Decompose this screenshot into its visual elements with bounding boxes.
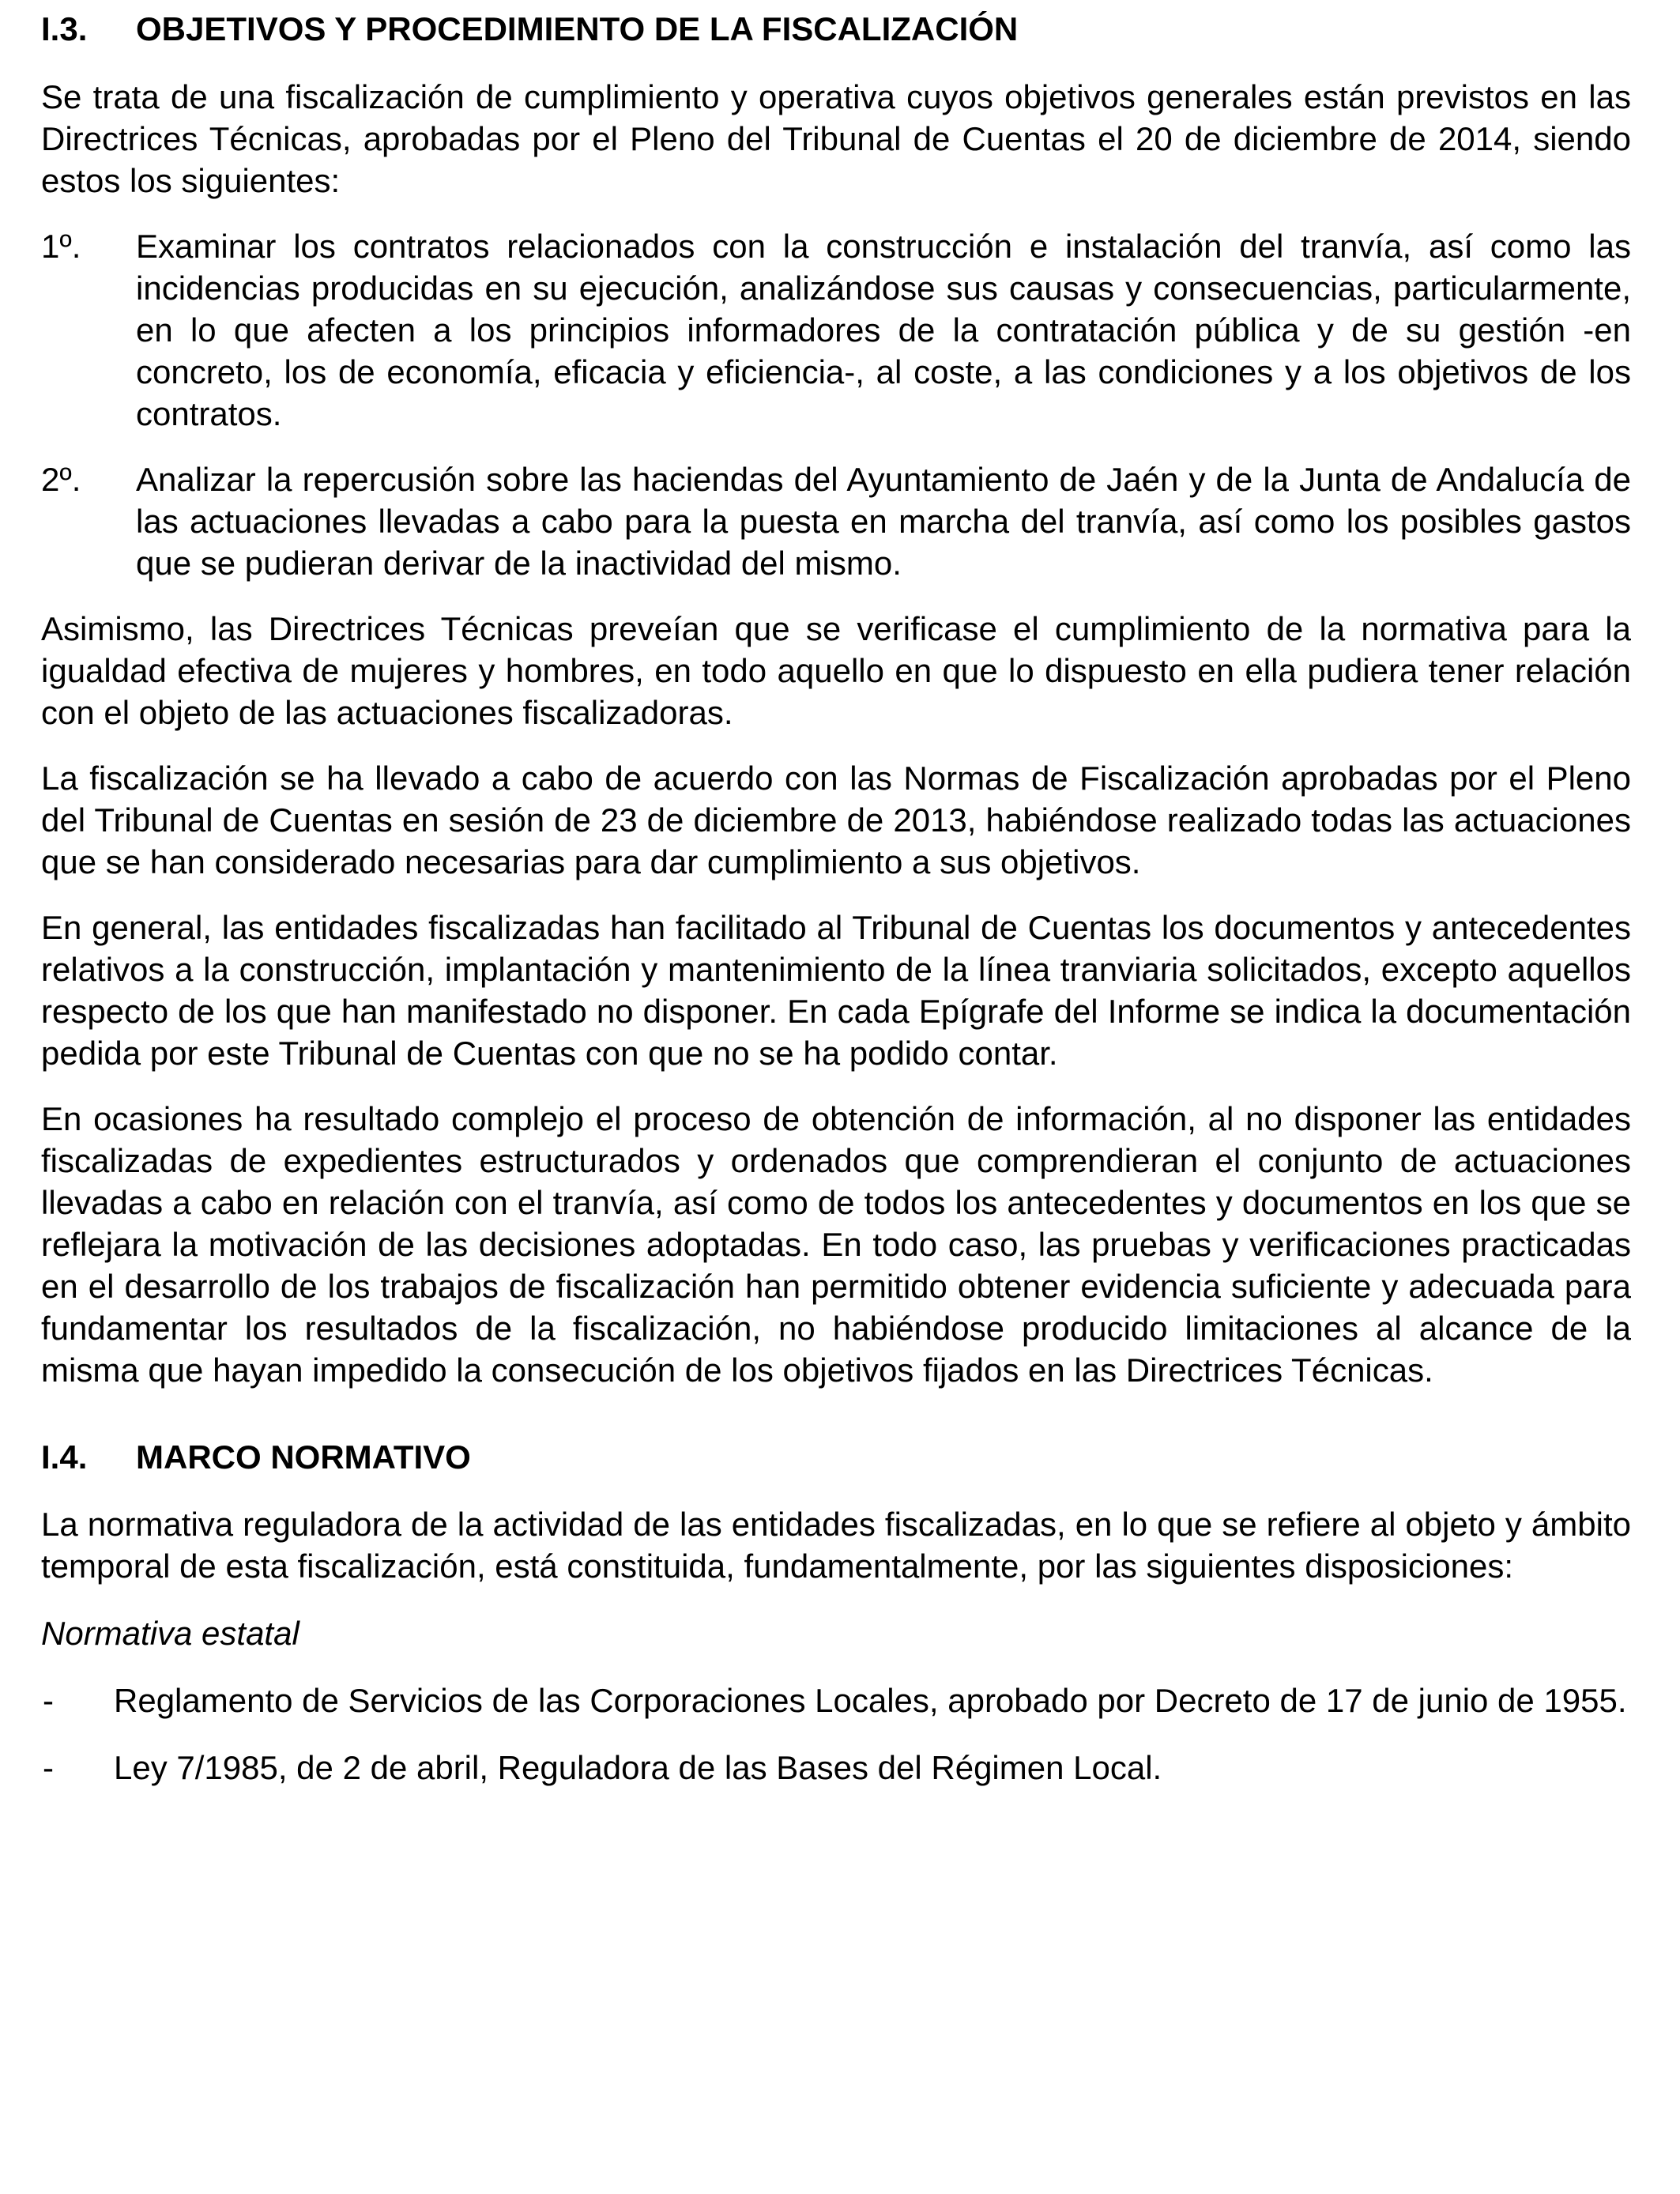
- objective-text: Analizar la repercusión sobre las haciendas del Ayuntamiento de Jaén y de la Junta de Andalucía de las actuaciones llevadas a cabo para la puesta en marcha del tranvía, así como los posibles gastos que se pudieran derivar de la inactividad del mismo.: [136, 461, 1631, 582]
- body-paragraph: En general, las entidades fiscalizadas han facilitado al Tribunal de Cuentas los documentos y antecedentes relativos a la construcción, implantación y mantenimiento de la línea tranviaria solicitados, excepto aquellos respecto de los que han manifestado no disponer. En cada Epígrafe del Informe se indica la documentación pedida por este Tribunal de Cuentas con que no se ha podido contar.: [41, 909, 1631, 1072]
- section-number: I.4.: [41, 1438, 88, 1476]
- list-dash: -: [43, 1682, 54, 1719]
- section-heading-objetivos: [41, 8, 1631, 50]
- objective-item: [41, 225, 1631, 435]
- section-number: I.3.: [41, 10, 88, 47]
- document-page: [41, 8, 1631, 1789]
- section-title: OBJETIVOS Y PROCEDIMIENTO DE LA FISCALIZACIÓN: [136, 10, 1019, 47]
- list-item-text: Ley 7/1985, de 2 de abril, Reguladora de las Bases del Régimen Local.: [114, 1749, 1162, 1786]
- intro-paragraph: La normativa reguladora de la actividad de las entidades fiscalizadas, en lo que se refiere al objeto y ámbito temporal de esta fiscalización, está constituida, fundamentalmente, por las siguientes disposiciones:: [41, 1506, 1631, 1585]
- objective-number: 1º.: [41, 228, 81, 265]
- body-paragraph: Asimismo, las Directrices Técnicas preveían que se verificase el cumplimiento de la normativa para la igualdad efectiva de mujeres y hombres, en todo aquello en que lo dispuesto en ella pudiera tener relación con el objeto de las actuaciones fiscalizadoras.: [41, 610, 1631, 731]
- intro-paragraph: Se trata de una fiscalización de cumplimiento y operativa cuyos objetivos generales están previstos en las Directrices Técnicas, aprobadas por el Pleno del Tribunal de Cuentas el 20 de diciembre de 2014, siendo estos los siguientes:: [41, 78, 1631, 199]
- body-paragraph: La fiscalización se ha llevado a cabo de acuerdo con las Normas de Fiscalización aprobadas por el Pleno del Tribunal de Cuentas en sesión de 23 de diciembre de 2013, habiéndose realizado todas las actuaciones que se han considerado necesarias para dar cumplimiento a sus objetivos.: [41, 760, 1631, 880]
- objective-number: 2º.: [41, 461, 81, 498]
- list-dash: -: [43, 1749, 54, 1786]
- objective-item: [41, 458, 1631, 584]
- section-heading-marco-normativo: [41, 1436, 1631, 1478]
- subheading-normativa-estatal: Normativa estatal: [41, 1615, 299, 1652]
- body-paragraph: En ocasiones ha resultado complejo el proceso de obtención de información, al no disponer las entidades fiscalizadas de expedientes estructurados y ordenados que comprendieran el conjunto de actuaciones llevadas a cabo en relación con el tranvía, así como de todos los antecedentes y documentos en los que se reflejara la motivación de las decisiones adoptadas. En todo caso, las pruebas y verificaciones practicadas en el desarrollo de los trabajos de fiscalización han permitido obtener evidencia suficiente y adecuada para fundamentar los resultados de la fiscalización, no habiéndose producido limitaciones al alcance de la misma que hayan impedido la consecución de los objetivos fijados en las Directrices Técnicas.: [41, 1100, 1631, 1389]
- list-item: [41, 1679, 1631, 1721]
- section-title: MARCO NORMATIVO: [136, 1438, 471, 1476]
- list-item: [41, 1747, 1631, 1789]
- objective-text: Examinar los contratos relacionados con la construcción e instalación del tranvía, así como las incidencias producidas en su ejecución, analizándose sus causas y consecuencias, particularmente, en lo que afecten a los principios informadores de la contratación pública y de su gestión -en concreto, los de economía, eficacia y eficiencia-, al coste, a las condiciones y a los objetivos de los contratos.: [136, 228, 1631, 432]
- list-item-text: Reglamento de Servicios de las Corporaciones Locales, aprobado por Decreto de 17 de junio de 1955.: [114, 1682, 1627, 1719]
